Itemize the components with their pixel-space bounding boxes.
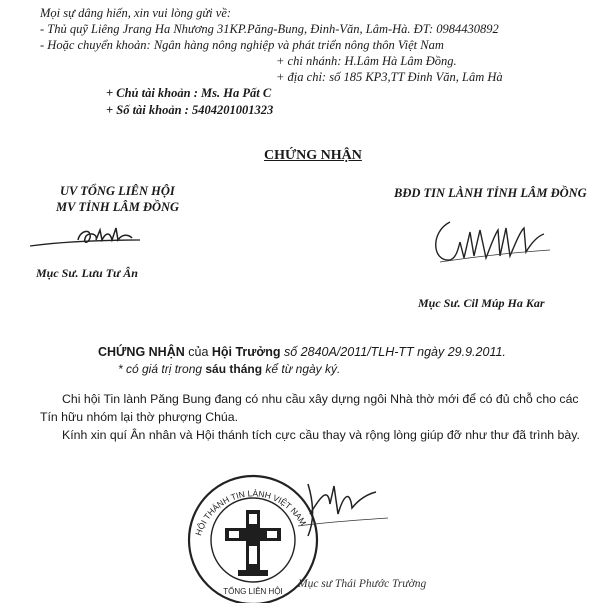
validity-c: kể từ ngày ký. [262, 362, 341, 376]
account-number-value: 5404201001323 [191, 103, 274, 117]
hall-cert-number-date: số 2840A/2011/TLH-TT ngày 29.9.2011. [280, 345, 506, 359]
body-paragraph2: Kính xin quí Ân nhân và Hội thánh tích cực cầu thay và rộng lòng giúp đỡ như thư đã trình bày. [62, 428, 580, 442]
account-name-label: + Chủ tài khoản : [106, 86, 198, 100]
left-org-line1: UV TỔNG LIÊN HỘI [60, 184, 175, 198]
account-number-label: + Số tài khoản : [106, 103, 189, 117]
validity-a: * có giá trị trong [118, 362, 206, 376]
bottom-signer-name: Mục sư Thái Phước Trường [298, 578, 427, 590]
validity-months: sáu tháng [205, 362, 263, 376]
left-org-line2: MV TỈNH LÂM ĐỒNG [56, 200, 180, 214]
account-name-value: Ms. Ha Pất C [201, 86, 272, 100]
hall-cert-of: của [184, 345, 212, 359]
left-signer-name: Mục Sư. Lưu Tư Ân [36, 266, 138, 280]
certification-title: CHỨNG NHẬN [264, 148, 362, 163]
account-name-line [106, 86, 271, 101]
right-signer-name: Mục Sư. Cil Múp Ha Kar [418, 296, 545, 310]
donation-treasurer-line: - Thủ quỹ Liêng Jrang Ha Nhương 31KP.Păng-Bung, Đinh-Văn, Lâm-Hà. ĐT: 0984430892 [40, 22, 499, 36]
body-paragraph1-line1: Chi hội Tin lành Păng Bung đang có nhu cầu xây dựng ngôi Nhà thờ mới để có đủ chỗ cho các [62, 392, 579, 406]
donation-bank-line: - Hoặc chuyển khoản: Ngân hàng nông nghiệp và phát triển nông thôn Việt Nam [40, 38, 444, 52]
hall-cert-validity [118, 362, 340, 376]
donation-branch-line: + chi nhánh: H.Lâm Hà Lâm Đồng. [276, 54, 457, 68]
donation-address-line: + địa chỉ: số 185 KP3,TT Đinh Văn, Lâm Hà [276, 70, 503, 84]
hall-cert-chairman: Hội Trưởng [211, 345, 281, 359]
right-org-line1: BĐD TIN LÀNH TỈNH LÂM ĐỒNG [394, 186, 587, 200]
account-number-line [106, 103, 273, 118]
right-signature [420, 212, 570, 272]
hall-cert-word: CHỨNG NHẬN [98, 345, 185, 359]
seal-bottom-text: TỔNG LIÊN HỘI [223, 587, 283, 596]
bottom-signature [268, 474, 408, 544]
seal-ring-text: HỘI THÁNH TIN LÀNH VIỆT NAM [193, 488, 309, 537]
hall-certification-line [98, 345, 506, 359]
body-paragraph1-line2: Tín hữu nhóm lại thờ phượng Chúa. [40, 410, 239, 424]
donation-intro: Mọi sự dâng hiến, xin vui lòng gửi về: [40, 6, 232, 20]
left-signature [20, 218, 180, 258]
